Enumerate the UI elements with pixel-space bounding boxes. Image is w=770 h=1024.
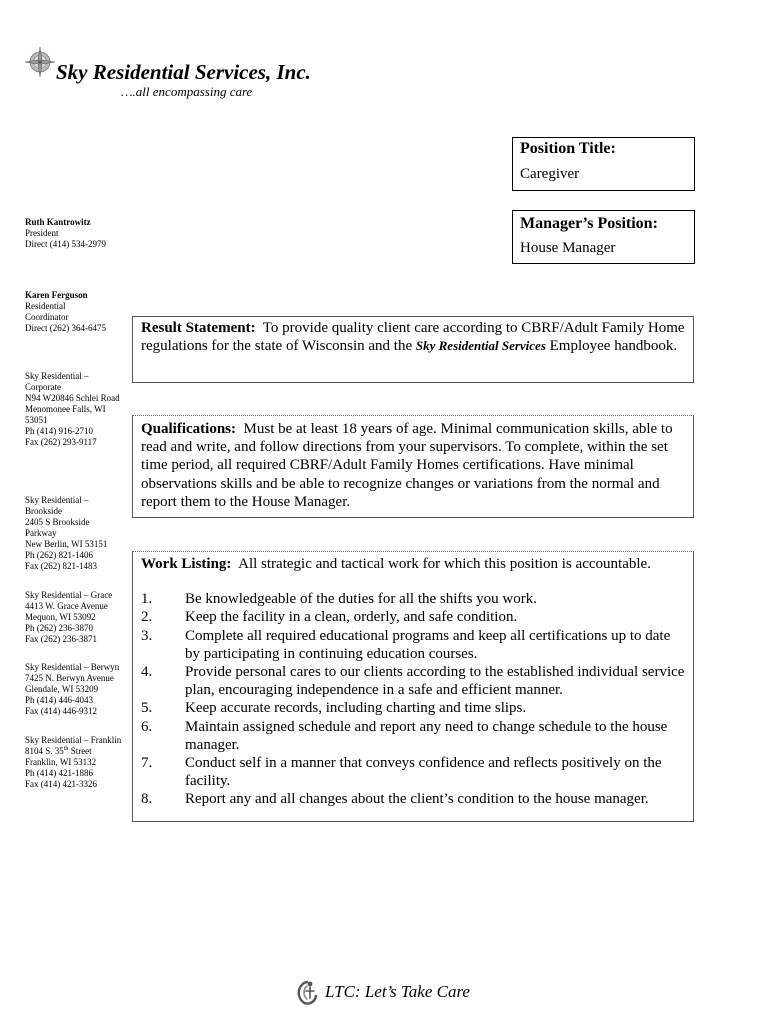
- location-grace: [25, 590, 112, 645]
- list-item: 4. Provide personal cares to our clients according to the established individual service plan, encouraging independence in a safe and efficient manner.: [141, 664, 685, 699]
- managers-position-box: [512, 210, 695, 264]
- location-line: Sky Residential –: [25, 371, 89, 381]
- location-line: Sky Residential – Franklin: [25, 735, 122, 745]
- location-line: New Berlin, WI 53151: [25, 539, 108, 549]
- location-line: Ph (262) 821-1406: [25, 550, 93, 560]
- location-line: Ph (262) 236-3870: [25, 623, 93, 633]
- compass-star-icon: [24, 46, 56, 78]
- list-item: 3. Complete all required educational programs and keep all certifications up to date by participating in continuing education courses.: [141, 627, 671, 662]
- work-listing-label: Work Listing:: [141, 556, 232, 572]
- location-brookside: [25, 495, 107, 572]
- location-line: Fax (262) 293-9117: [25, 437, 97, 447]
- ltc-swirl-icon: [294, 978, 320, 1006]
- contact-line: Residential: [25, 301, 66, 311]
- result-statement-text-before: To provide quality client care according to CBRF/Adult Family Home regulations for the state of Wisconsin and the: [141, 320, 685, 355]
- location-line: Ph (414) 421-1886: [25, 768, 93, 778]
- location-line: Glendale, WI 53209: [25, 684, 99, 694]
- contact-line: Coordinator: [25, 312, 69, 322]
- work-listing-header: [141, 555, 685, 573]
- position-title-box: [512, 137, 695, 191]
- location-line: Fax (414) 446-9312: [25, 706, 97, 716]
- contact-line: Direct (414) 534-2979: [25, 239, 106, 249]
- company-name: Sky Residential Services, Inc.: [56, 60, 311, 84]
- list-item: 5. Keep accurate records, including charting and time slips.: [141, 700, 527, 717]
- location-line: Sky Residential –: [25, 495, 89, 505]
- contact-line: President: [25, 228, 59, 238]
- list-item: 6. Maintain assigned schedule and report any need to change schedule to the house manager.: [141, 718, 668, 753]
- contact-ruth-kantrowitz: [25, 217, 106, 250]
- location-line: N94 W20846 Schlei Road: [25, 393, 120, 403]
- managers-position-value: House Manager: [520, 240, 616, 256]
- list-item: 2. Keep the facility in a clean, orderly, and safe condition.: [141, 609, 518, 626]
- qualifications-box: [132, 415, 694, 518]
- location-corporate: [25, 371, 120, 448]
- location-line: Fax (414) 421-3326: [25, 779, 97, 789]
- result-statement-box: [132, 316, 694, 383]
- location-line: Brookside: [25, 506, 62, 516]
- position-title-label: Position Title:: [520, 140, 616, 157]
- location-line: Franklin, WI 53132: [25, 757, 97, 767]
- location-line: 4413 W. Grace Avenue: [25, 601, 108, 611]
- company-tagline: ….all encompassing care: [121, 84, 253, 99]
- result-statement-label: Result Statement:: [141, 320, 256, 336]
- location-line: Fax (262) 821-1483: [25, 561, 97, 571]
- list-item: 1. Be knowledgeable of the duties for all the shifts you work.: [141, 591, 538, 608]
- footer-text: LTC: Let’s Take Care: [325, 982, 470, 1001]
- list-item: 7. Conduct self in a manner that conveys confidence and reflects positively on the facility.: [141, 755, 662, 790]
- location-line: 7425 N. Berwyn Avenue: [25, 673, 114, 683]
- location-line: Mequon, WI 53092: [25, 612, 96, 622]
- location-line: 53051: [25, 415, 48, 425]
- contact-name: Karen Ferguson: [25, 290, 88, 300]
- qualifications-text: Must be at least 18 years of age. Minimal communication skills, able to read and write, and follow directions from your supervisors. To complete, within the set time period, all required CBRF/Adult Family Homes certifications. Have minimal observations skills and be able to recognize changes or variations from the normal and report them to the House Manager.: [141, 421, 673, 510]
- location-line: Parkway: [25, 528, 57, 538]
- contact-line: Direct (262) 364-6475: [25, 323, 106, 333]
- location-line: Corporate: [25, 382, 61, 392]
- sky-residential-services-brand: Sky Residential Services: [415, 338, 546, 354]
- work-listing-intro: All strategic and tactical work for which this position is accountable.: [238, 556, 651, 572]
- location-line: Fax (262) 236-3871: [25, 634, 97, 644]
- result-statement-text-after: Employee handbook.: [549, 338, 678, 355]
- location-line: Menomonee Falls, WI: [25, 404, 106, 414]
- work-listing-box: [132, 551, 694, 822]
- location-line: Ph (414) 916-2710: [25, 426, 93, 436]
- contact-karen-ferguson: [25, 290, 106, 334]
- work-list: [141, 590, 685, 808]
- position-title-value: Caregiver: [520, 166, 580, 182]
- location-line: Sky Residential – Berwyn: [25, 662, 120, 672]
- location-street: 8104 S. 35th Street: [25, 746, 92, 756]
- contact-name: Ruth Kantrowitz: [25, 217, 91, 227]
- location-line: 2405 S Brookside: [25, 517, 90, 527]
- managers-position-label: Manager’s Position:: [520, 215, 658, 232]
- qualifications-label: Qualifications:: [141, 421, 237, 437]
- location-berwyn: [25, 662, 119, 717]
- location-line: Ph (414) 446-4043: [25, 695, 93, 705]
- list-item: 8. Report any and all changes about the client’s condition to the house manager.: [141, 791, 649, 808]
- location-franklin: [25, 735, 121, 790]
- location-line: Sky Residential – Grace: [25, 590, 113, 600]
